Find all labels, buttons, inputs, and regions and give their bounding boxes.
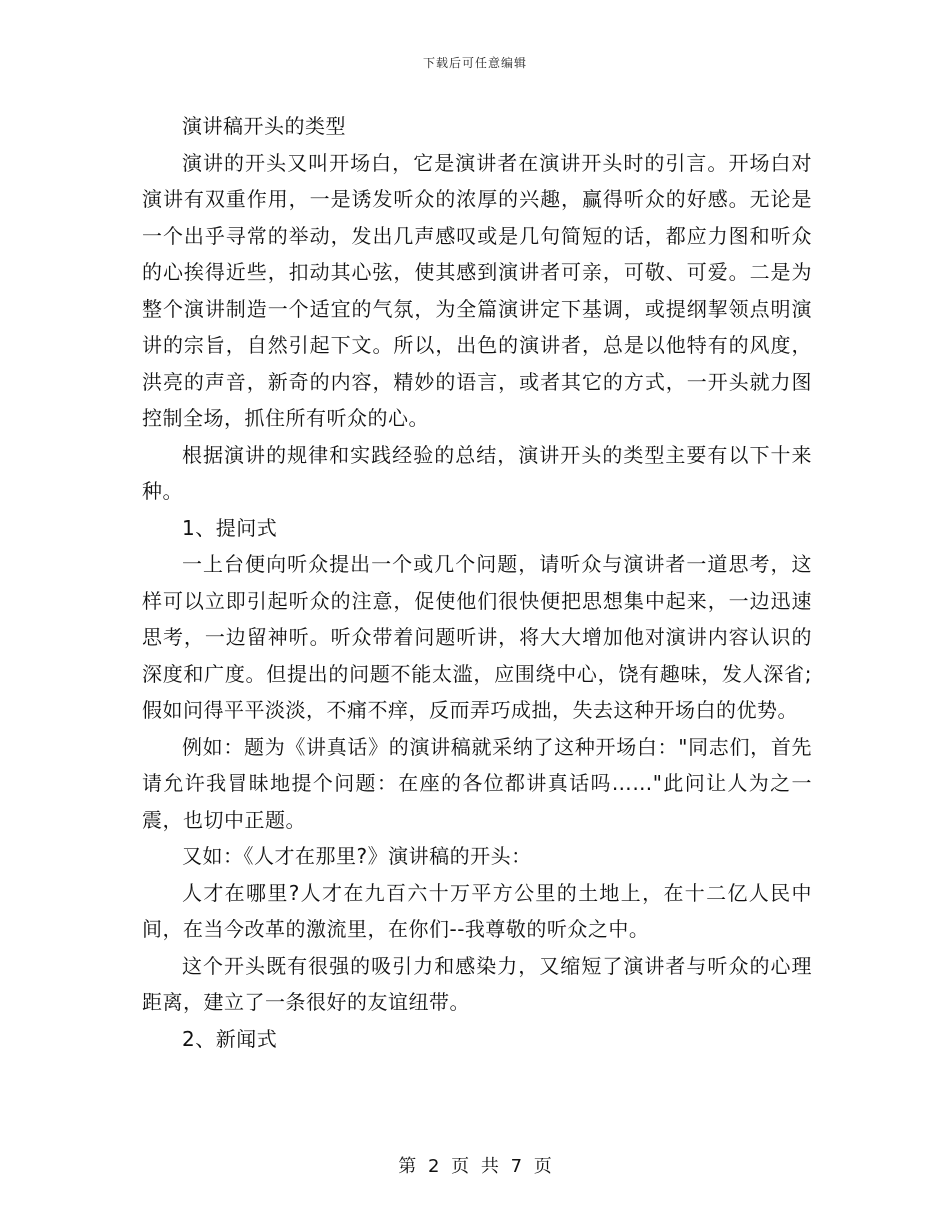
section-heading: 2、新闻式: [182, 1026, 278, 1051]
page-header-note: 下载后可任意编辑: [422, 56, 527, 70]
page-number: 第 2 页 共 7 页: [398, 1156, 552, 1177]
paragraph: 演讲的开头又叫开场白，它是演讲者在演讲开头时的引言。开场白对演讲有双重作用，一是诱发听众的浓厚的兴趣，赢得听众的好感。无论是一个出乎寻常的举动，发出几声感叹或是几句简短的话，都应力图和听众的心挨得近些，扣动其心弦，使其感到演讲者可亲，可敬、可爱。二是为整个演讲制造一个适宜的气氛，为全篇演讲定下基调，或提纲挈领点明演讲的宗旨，自然引起下文。所以，出色的演讲者，总是以他特有的风度，洪亮的声音，新奇的内容，精妙的语言，或者其它的方式，一开头就力图控制全场，抓住所有听众的心。: [142, 150, 812, 430]
paragraph: 人才在哪里?人才在九百六十万平方公里的土地上，在十二亿人民中间，在当今改革的激流里，在你们--我尊敬的听众之中。: [142, 880, 812, 941]
document-body: [142, 108, 812, 1057]
paragraph: 这个开头既有很强的吸引力和感染力，又缩短了演讲者与听众的心理距离，建立了一条很好的友谊纽带。: [142, 953, 812, 1014]
paragraph: 例如：题为《讲真话》的演讲稿就采纳了这种开场白："同志们，首先请允许我冒昧地提个问题：在座的各位都讲真话吗……"此问让人为之一震，也切中正题。: [142, 734, 812, 832]
paragraph: 根据演讲的规律和实践经验的总结，演讲开头的类型主要有以下十来种。: [142, 442, 812, 503]
paragraph: 又如：《人才在那里?》演讲稿的开头：: [182, 844, 532, 868]
section-heading: 1、提问式: [182, 515, 278, 540]
paragraph: 一上台便向听众提出一个或几个问题，请听众与演讲者一道思考，这样可以立即引起听众的注意，促使他们很快便把思想集中起来，一边迅速思考，一边留神听。听众带着问题听讲，将大大增加他对演讲内容认识的深度和广度。但提出的问题不能太滥，应围绕中心，饶有趣味，发人深省;假如问得平平淡淡，不痛不痒，反而弄巧成拙，失去这种开场白的优势。: [142, 552, 812, 722]
document-title: 演讲稿开头的类型: [182, 114, 346, 138]
